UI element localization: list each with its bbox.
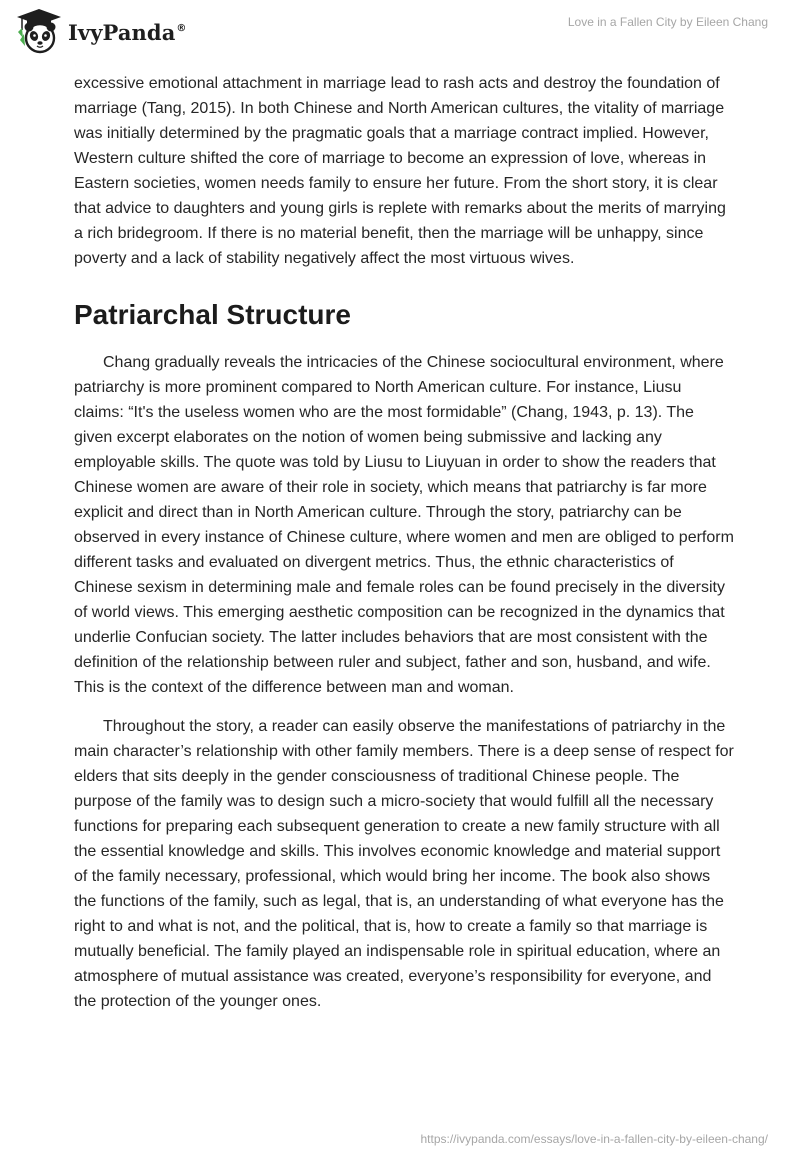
brand-name: [68, 20, 187, 45]
essay-content: [74, 71, 734, 1014]
page-header: [0, 0, 800, 70]
body-paragraph: Chang gradually reveals the intricacies of the Chinese sociocultural environment, where patriarchy is more prominent compared to North American culture. For instance, Liusu claims: “It's the useless women who are the most formidable” (Chang, 1943, p. 13). The given excerpt elaborates on the notion of women being submissive and lacking any employable skills. The quote was told by Liusu to Liuyuan in order to show the readers that Chinese women are aware of their role in society, which means that patriarchy is far more explicit and direct than in North American culture. Through the story, patriarchy can be observed in every instance of Chinese culture, where women and men are obliged to perform different tasks and evaluated on divergent metrics. Thus, the ethnic characteristics of Chinese sexism in determining male and female roles can be found precisely in the diversity of world views. This emerging aesthetic composition can be recognized in the dynamics that underlie Confucian society. The latter includes behaviors that are most consistent with the definition of the relationship between ruler and subject, father and son, husband, and wife. This is the context of the difference between man and woman.: [74, 354, 734, 696]
document-title: Love in a Fallen City by Eileen Chang: [567, 15, 768, 29]
registered-mark: ®: [176, 22, 187, 34]
section-heading: Patriarchal Structure: [74, 299, 351, 330]
footer-url-link[interactable]: https://ivypanda.com/essays/love-in-a-fallen-city-by-eileen-chang/: [420, 1132, 768, 1146]
brand-text: IvyPanda: [68, 19, 176, 45]
panda-graduation-cap-icon: [14, 6, 64, 56]
intro-paragraph: excessive emotional attachment in marriage lead to rash acts and destroy the foundation of marriage (Tang, 2015). In both Chinese and North American cultures, the vitality of marriage was initially determined by the pragmatic goals that a marriage contract implied. However, Western culture shifted the core of marriage to become an expression of love, whereas in Eastern societies, women needs family to ensure her future. From the short story, it is clear that advice to daughters and young girls is replete with remarks about the merits of marrying a rich bridegroom. If there is no material benefit, then the marriage will be unhappy, since poverty and a lack of stability negatively affect the most virtuous wives.: [74, 75, 726, 267]
ivypanda-logo[interactable]: [14, 6, 187, 56]
body-paragraph: Throughout the story, a reader can easily observe the manifestations of patriarchy in the main character’s relationship with other family members. There is a deep sense of respect for elders that sits deeply in the gender consciousness of traditional Chinese people. The purpose of the family was to design such a micro-society that would fulfill all the necessary functions for preparing each subsequent generation to create a new family structure with all the essential knowledge and skills. This involves economic knowledge and material support of the family necessary, professional, which would bring her income. The book also shows the functions of the family, such as legal, that is, an understanding of what everyone has the right to and what is not, and the political, that is, how to create a family so that marriage is mutually beneficial. The family played an indispensable role in spiritual education, where an atmosphere of mutual assistance was created, everyone’s responsibility for everyone, and the protection of the younger ones.: [74, 718, 734, 1010]
